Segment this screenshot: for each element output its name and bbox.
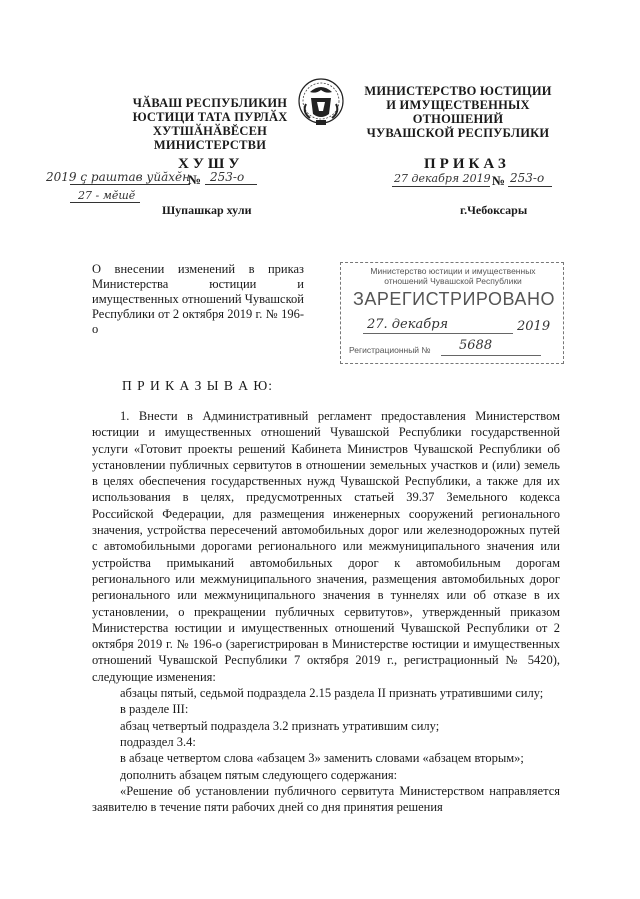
right-number-underline: [508, 186, 552, 187]
right-city: г.Чебоксары: [460, 203, 528, 217]
paragraph-8: «Решение об установлении публичного сервитута Министерством направляется заявителю в течение пяти рабочих дней со дня принятия решения: [92, 783, 560, 815]
left-day-underline: [70, 202, 140, 203]
header-right-line-3: ОТНОШЕНИЙ: [412, 112, 504, 126]
stamp-org-line-2: отношений Чувашской Республики: [384, 276, 522, 286]
stamp-org: [347, 266, 559, 286]
header-right-line-1: МИНИСТЕРСТВО ЮСТИЦИИ: [364, 84, 552, 98]
left-city: Шупашкар хули: [162, 203, 252, 217]
left-number-label: №: [188, 172, 202, 187]
stamp-title: ЗАРЕГИСТРИРОВАНО: [353, 289, 555, 309]
paragraph-2: абзацы пятый, седьмой подраздела 2.15 раздела II признать утратившими силу;: [120, 686, 544, 701]
document-subject: О внесении изменений в приказ Министерства юстиции и имущественных отношений Чувашской Республики от 2 октября 2019 г. № 196-о: [92, 262, 304, 336]
paragraph-4: абзац четвертый подраздела 3.2 признать утратившим силу;: [120, 718, 440, 733]
header-right-line-4: ЧУВАШСКОЙ РЕСПУБЛИКИ: [366, 126, 550, 140]
stamp-org-line-1: Министерство юстиции и имущественных: [370, 266, 536, 276]
stamp-year: 2019: [517, 319, 551, 334]
right-date-underline: [392, 186, 490, 187]
stamp-handwritten-date: 27. декабря: [367, 317, 449, 332]
left-order-title: ХУШУ: [178, 156, 244, 172]
stamp-number-underline: [441, 355, 541, 356]
right-handwritten-date: 27 декабря 2019: [394, 172, 491, 185]
header-left: [110, 96, 310, 152]
stamp-date-underline: [363, 333, 513, 334]
coat-of-arms-emblem: [296, 74, 346, 128]
right-order-title: ПРИКАЗ: [424, 156, 510, 172]
right-handwritten-number: 253-о: [510, 171, 545, 185]
right-number-label: №: [492, 173, 506, 188]
paragraph-5: подраздел 3.4:: [120, 734, 196, 749]
left-handwritten-day: 27 - мӗшӗ: [78, 189, 136, 202]
paragraph-1: 1. Внести в Административный регламент предоставления Министерством юстиции и имущественных отношений Чувашской Республики государственной услуги «Готовит проекты решений Кабинета Министров Чувашской Республики об установлении публичных сервитутов в отношении земельных участков и (или) земель в целях обеспечения государственных нужд Чувашской Республики, а также для их использования в целях, предусмотренных статьей 39.37 Земельного кодекса Российской Федерации, для размещения инженерных сооружений регионального значения, устройства пересечений автомобильных дорог или железнодорожных путей с автомобильными дорогами регионального или межмуниципального значения или устройства примыканий автомобильных дорог к автомобильным дорогам регионального или межмуниципального значения, размещения автомобильных дорог регионального или межмуниципального значения в туннелях или об отказе в их установлении, о прекращении публичных сервитутов», утвержденный приказом Министерства юстиции и имущественных отношений Чувашской Республики от 2 октября 2019 г. № 196-о (зарегистрирован в Министерстве юстиции и имущественных отношений Чувашской Республики 7 октября 2019 г., регистрационный № 5420), следующие изменения:: [92, 409, 560, 684]
left-handwritten-number: 253-о: [210, 170, 245, 184]
registration-stamp: [340, 262, 564, 364]
header-left-line-4: МИНИСТЕРСТВИ: [153, 138, 267, 152]
paragraph-6: в абзаце четвертом слова «абзацем 3» заменить словами «абзацем вторым»;: [120, 751, 524, 766]
paragraph-3: в разделе III:: [120, 702, 189, 717]
paragraph-7: дополнить абзацем пятым следующего содержания:: [120, 767, 398, 782]
header-right: [358, 84, 558, 140]
left-handwritten-date: 2019 ҫ раштав уйӑхӗн: [46, 170, 191, 184]
stamp-handwritten-number: 5688: [459, 338, 493, 353]
left-number-underline: [205, 184, 257, 185]
left-date-underline: [70, 184, 190, 185]
header-left-line-1: ЧӐВАШ РЕСПУБЛИКИН: [132, 96, 288, 110]
order-word: П Р И К А З Ы В А Ю:: [122, 378, 274, 393]
document-body: [92, 408, 560, 815]
stamp-reg-label: Регистрационный №: [349, 345, 431, 355]
header-right-line-2: И ИМУЩЕСТВЕННЫХ: [386, 98, 530, 112]
header-left-line-3: ХУТШӐНӐВĔСЕН: [152, 124, 268, 138]
header-left-line-2: ЮСТИЦИ ТАТА ПУРЛӐХ: [132, 110, 288, 124]
